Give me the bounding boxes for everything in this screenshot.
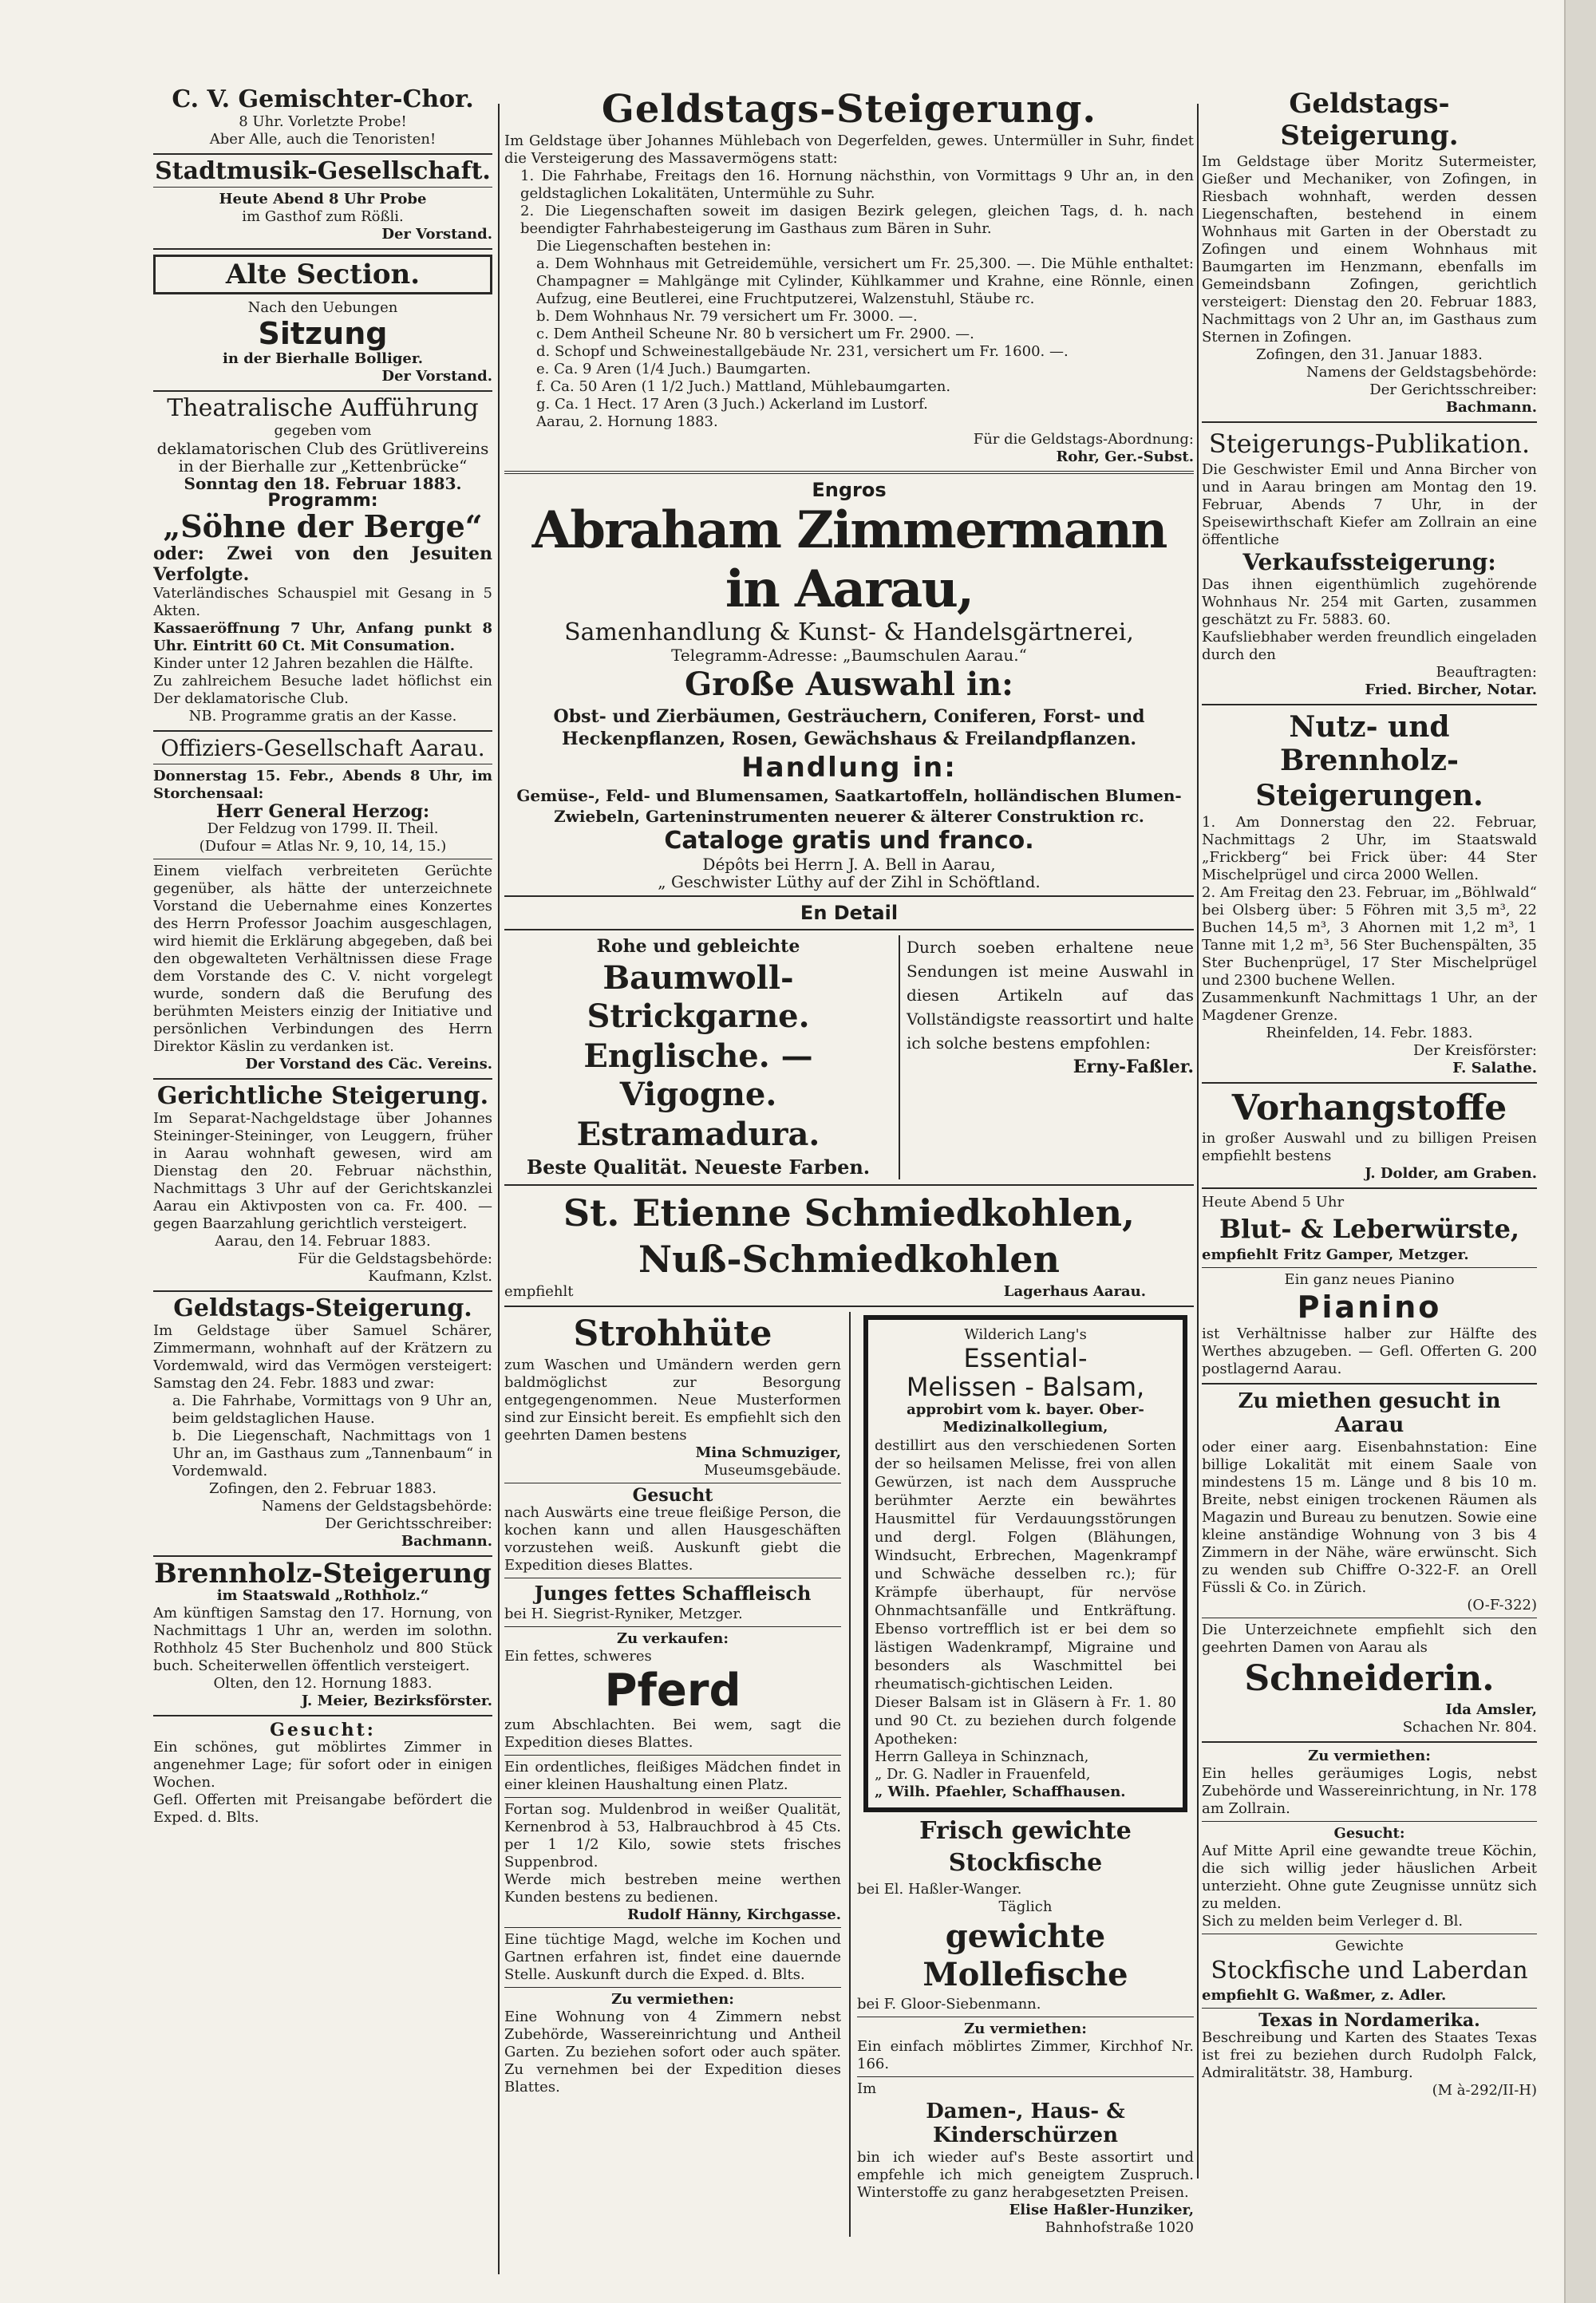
divider xyxy=(153,390,492,392)
stadtmusik-title: Stadtmusik-Gesellschaft. xyxy=(155,157,491,185)
stockfische-title: Frisch gewichte Stockfische xyxy=(919,1817,1132,1877)
alte-section-line: in der Bierhalle Bolliger. xyxy=(223,350,423,367)
zimmermann-handlung: Handlung in: xyxy=(741,752,957,784)
divider xyxy=(1202,1741,1537,1743)
brennholz-title: Brennholz-Steigerung xyxy=(154,1558,492,1590)
alte-section-line: Nach den Uebungen xyxy=(247,299,398,316)
divider xyxy=(849,1312,851,2237)
geldstags-text: Im Geldstage über Moritz Sutermeister, Gießer und Mechaniker, von Zofingen, in Riesbach wohnhaft, werden dessen Liegenschaften, bestehend in einem Wohnhaus mit Garten in der Oberstadt zu Zofingen und einem Wohnhaus mit Baumgarten im Henzmann, ebenfalls im Gemeindsbann Zofingen, gerichtlich versteigert: Dienstag den 20. Februar 1883, Nachmittags von 2 Uhr an, im Gasthaus zum Sternen in Zofingen. xyxy=(1202,153,1537,346)
divider xyxy=(504,895,1194,897)
divider xyxy=(504,1927,841,1928)
theater-line: oder: Zwei von den Jesuiten Verfolgte. xyxy=(153,543,492,585)
schaffleisch-line: bei H. Siegrist-Ryniker, Metzger. xyxy=(504,1606,743,1622)
geldstags-item: a. Die Fahrhabe, Vormittags von 9 Uhr an, beim geldstaglichen Hause. xyxy=(172,1392,492,1427)
geldstags-property: f. Ca. 50 Aren (1 1/2 Juch.) Mattland, Mühlebaumgarten. xyxy=(536,378,951,395)
geldstags-item: 2. Die Liegenschaften soweit im dasigen Bezirk gelegen, gleichen Tags, d. h. nach beendigter Fahrhabesteigerung im Gasthaus zum Bären in Suhr. xyxy=(520,203,1194,237)
vermiethen-text: Ein helles geräumiges Logis, nebst Zubehörde und Wassereinrichtung, in Nr. 178 am Zollrain. xyxy=(1202,1765,1537,1817)
melissen-text: Dieser Balsam ist in Gläsern à Fr. 1. 80 und 90 Ct. zu beziehen durch folgende Apotheken: xyxy=(875,1694,1176,1748)
schneiderin-signature: Schachen Nr. 804. xyxy=(1402,1719,1537,1736)
gerichtliche-title: Gerichtliche Steigerung. xyxy=(156,1082,489,1110)
gesucht-text: Ein schönes, gut möblirtes Zimmer in angenehmer Lage; für sofort oder in einigen Wochen. xyxy=(153,1739,492,1791)
geldstags-date: Zofingen, den 2. Februar 1883. xyxy=(208,1480,437,1497)
divider xyxy=(504,1755,841,1756)
detail-label: En Detail xyxy=(800,902,899,924)
vorhangstoffe-text: in großer Auswahl und zu billigen Preisen empfiehlt bestens xyxy=(1202,1130,1537,1164)
offiziers-signature: Der Vorstand des Cäc. Vereins. xyxy=(245,1056,492,1072)
theater-line: NB. Programme gratis an der Kasse. xyxy=(188,708,457,725)
texas-title: Texas in Nordamerika. xyxy=(1258,2010,1480,2031)
baumwolle-title: Estramadura. xyxy=(576,1116,820,1153)
blutwurst-line: Heute Abend 5 Uhr xyxy=(1202,1194,1345,1211)
theater-line: Kassaeröffnung 7 Uhr, Anfang punkt 8 Uhr. Eintritt 60 Ct. Mit Consumation. xyxy=(153,620,492,654)
stockfische-signature: bei El. Haßler-Wanger. xyxy=(857,1881,1022,1898)
baumwolle-title: Englische. — Vigogne. xyxy=(583,1037,813,1113)
zimmermann-subtitle: Samenhandlung & Kunst- & Handelsgärtnerei, xyxy=(564,618,1134,646)
zimmermann-catalog: Cataloge gratis und franco. xyxy=(664,827,1034,855)
vorhangstoffe-signature: J. Dolder, am Graben. xyxy=(1365,1165,1537,1182)
geldstags-signature: Der Gerichtsschreiber: xyxy=(325,1515,492,1532)
texas-code: (M à-292/II-H) xyxy=(1432,2082,1537,2099)
divider xyxy=(1202,1082,1537,1084)
melissen-line: Wilderich Lang's xyxy=(964,1326,1087,1343)
theater-line: deklamatorischen Club des Grütlivereins xyxy=(156,439,489,458)
steigerungs-text: Das ihnen eigenthümlich zugehörende Wohnhaus Nr. 254 mit Garten, zusammen geschätzt zu Fr. 5883. 60. xyxy=(1202,576,1537,628)
brennholz-text: Am künftigen Samstag den 17. Hornung, von Nachmittags 1 Uhr an, werden im solothn. Rothholz 45 Ster Buchenholz und 800 Stück buch. Scheiterwellen öffentlich versteigert. xyxy=(153,1605,492,1674)
schneiderin-title: Schneiderin. xyxy=(1244,1658,1495,1699)
offiziers-title: Offiziers-Gesellschaft Aarau. xyxy=(160,735,485,761)
brennholz-signature: J. Meier, Bezirksförster. xyxy=(301,1693,492,1709)
vermiethen-title: Zu vermiethen: xyxy=(1308,1748,1431,1764)
gesucht-text: nach Auswärts eine treue fleißige Person, die kochen kann und allen Hausgeschäften vorzustehen weiß. Auskunft giebt die Expedition dieses Blattes. xyxy=(504,1504,841,1574)
melissen-line: approbirt vom k. bayer. Ober-Medizinalkollegium, xyxy=(907,1401,1144,1436)
zimmermann-auswahl: Große Auswahl in: xyxy=(685,666,1013,703)
column-right xyxy=(1202,86,1537,2279)
middle-lower xyxy=(504,1312,1194,2237)
gerichtliche-signature: Kaufmann, Kzlst. xyxy=(368,1268,492,1285)
theater-line: in der Bierhalle zur „Kettenbrücke“ xyxy=(178,456,468,476)
baumwolle-line: Beste Qualität. Neueste Farben. xyxy=(526,1155,871,1179)
stadtmusik-line: im Gasthof zum Rößli. xyxy=(242,208,404,225)
steigerungs-signature: Beauftragten: xyxy=(1436,664,1537,681)
divider xyxy=(504,1626,841,1627)
schmiedkohlen-title: St. Etienne Schmiedkohlen, xyxy=(563,1191,1136,1234)
divider xyxy=(857,2076,1194,2077)
theater-program-label: Programm: xyxy=(267,491,378,511)
geldstags-property: e. Ca. 9 Aren (1/4 Juch.) Baumgarten. xyxy=(536,361,812,377)
steigerungs-text: Die Geschwister Emil und Anna Bircher von und in Aarau bringen am Montag den 19. Februar, Abends 7 Uhr, in der Speisewirthschaft Kiefer am Zollrain an eine öffentliche xyxy=(1202,461,1537,548)
laberdan-signature: empfiehlt G. Waßmer, z. Adler. xyxy=(1202,1987,1447,2004)
steigerungs-title: Steigerungs-Publikation. xyxy=(1208,429,1531,459)
column-rule-2 xyxy=(1197,104,1199,2179)
gesucht-title: Gesucht xyxy=(632,1485,713,1506)
vermiethen-title: Zu vermiethen: xyxy=(964,2021,1087,2037)
alte-section-box: Alte Section. xyxy=(153,255,492,294)
geldstags-date: Aarau, 2. Hornung 1883. xyxy=(536,413,718,430)
divider xyxy=(504,929,1194,930)
geldstags-item: b. Die Liegenschaft, Nachmittags von 1 Uhr an, im Gasthaus zum „Tannenbaum“ in Vordemwald. xyxy=(172,1428,492,1479)
strohhuete-title: Strohhüte xyxy=(573,1313,772,1354)
divider xyxy=(1202,1821,1537,1822)
magd-text: Eine tüchtige Magd, welche im Kochen und Gartnen erfahren ist, findet eine dauernde Stelle. Auskunft durch die Exped. d. Blts. xyxy=(504,1931,841,1983)
zimmermann-line: Gemüse-, Feld- und Blumensamen, Saatkartoffeln, holländischen Blumen-Zwiebeln, Garteninstrumenten neuerer & älterer Construktion rc. xyxy=(516,786,1182,826)
stadtmusik-line: Heute Abend 8 Uhr Probe xyxy=(219,191,427,207)
baumwolle-text: Durch soeben erhaltene neue Sendungen ist meine Auswahl in diesen Artikeln auf das Vollständigste reassortirt und halte ich solche bestens empfohlen: xyxy=(907,938,1194,1053)
laberdan-title: Stockfische und Laberdan xyxy=(1211,1957,1528,1985)
nutzholz-item: 1. Am Donnerstag den 22. Februar, Nachmittags 2 Uhr, im Staatswald „Frickberg“ bei Frick über: 44 Ster Mischelprügel und circa 2000 Wellen. xyxy=(1202,814,1537,883)
theater-line: gegeben vom xyxy=(274,422,372,439)
miethen-title: Zu miethen gesucht in Aarau xyxy=(1238,1389,1501,1437)
geldstags-property: d. Schopf und Schweinestallgebäude Nr. 231, versichert um Fr. 1600. —. xyxy=(536,343,1069,360)
column-middle xyxy=(504,86,1194,2279)
melissen-title: Essential- xyxy=(963,1343,1088,1373)
mollefische-signature: bei F. Gloor-Siebenmann. xyxy=(857,1996,1041,2013)
column-left xyxy=(153,86,492,2279)
steigerungs-verkauf: Verkaufssteigerung: xyxy=(1242,549,1496,575)
gesucht-title: Gesucht: xyxy=(270,1720,376,1740)
offiziers-line: Der Feldzug von 1799. II. Theil. xyxy=(207,820,439,837)
nutzholz-title: Steigerungen. xyxy=(1255,779,1483,812)
offiziers-speaker: Herr General Herzog: xyxy=(215,801,430,822)
alte-section-signature: Der Vorstand. xyxy=(381,368,492,385)
divider xyxy=(1202,421,1537,423)
melissen-text: destillirt aus den verschiedenen Sorten der so heilsamen Melisse, frei von allen Gewürzen, ist nach dem Ausspruche berühmter Aerzte ein bewährtes Hausmittel für Verdauungsstörungen und dergl. Folgen (Blähungen, Windsucht, Erbrechen, Magenkrampf und Schwäche desselben rc.); für Krämpfe überhaupt, für nervöse Ohnmachtsanfälle und Entkräftung. Ebenso vortrefflich ist er bei dem so lästigen Wadenkrampf, Migraine und besonders als Waschmittel bei rheumatisch-gichtischen Leiden. xyxy=(875,1437,1176,1693)
engros-label: Engros xyxy=(812,479,887,501)
divider xyxy=(899,935,900,1179)
baumwolle-title: Baumwoll-Strickgarne. xyxy=(587,959,810,1035)
gesucht-text: Gefl. Offerten mit Preisangabe befördert die Exped. d. Blts. xyxy=(153,1791,492,1826)
cv-title: C. V. Gemischter-Chor. xyxy=(172,86,474,113)
schuerzen-title: Damen-, Haus- & Kinderschürzen xyxy=(926,2100,1125,2147)
geldstags-title: Geldstags-Steigerung. xyxy=(1280,88,1459,152)
verkaufen-line: Ein fettes, schweres xyxy=(504,1648,652,1665)
melissen-balsam-ad xyxy=(863,1315,1187,1812)
nutzholz-signature: F. Salathe. xyxy=(1452,1060,1537,1076)
gesucht-text: Sich zu melden beim Verleger d. Bl. xyxy=(1202,1913,1464,1930)
geldstags-signature: Der Gerichtsschreiber: xyxy=(1369,381,1537,398)
geldstags-item: 1. Die Fahrhabe, Freitags den 16. Hornung nächsthin, von Vormittags 9 Uhr an, in den geldstaglichen Lokalitäten, Untermühle zu Suhr. xyxy=(520,168,1194,202)
strohhuete-signature: Museumsgebäude. xyxy=(704,1462,841,1479)
muldenbrod-text: Fortan sog. Muldenbrod in weißer Qualität, Kernenbrod à 53, Halbrauchbrod à 45 Cts. per 1 1/2 Kilo, sowie stets frisches Suppenbrod. xyxy=(504,1801,841,1870)
melissen-pharmacy: „ Wilh. Pfaehler, Schaffhausen. xyxy=(875,1784,1126,1800)
gesucht-title: Gesucht: xyxy=(1333,1825,1405,1842)
zimmermann-depot: Dépôts bei Herrn J. A. Bell in Aarau, xyxy=(702,855,996,874)
theater-line: Kinder unter 12 Jahren bezahlen die Hälfte. xyxy=(153,655,474,672)
schmiedkohlen-empfiehlt: empfiehlt xyxy=(504,1283,574,1300)
geldstags-item: Die Liegenschaften bestehen in: xyxy=(536,238,772,255)
schmiedkohlen-title: Nuß-Schmiedkohlen xyxy=(638,1238,1060,1281)
miethen-text: oder einer aarg. Eisenbahnstation: Eine billige Lokalität mit einem Saale von mindestens 15 m. Länge und 8 bis 10 m. Breite, nebst einigen trockenen Räumen als Magazin und Bureau zu benutzen. Sowie eine kleine anständige Wohnung von 3 bis 4 Zimmern in der Nähe, wäre erwünscht. Sich zu wenden sub Chiffre O-322-F. an Orell Füssli & Co. in Zürich. xyxy=(1202,1439,1537,1596)
divider xyxy=(1202,1187,1537,1189)
theater-play-title: „Söhne der Berge“ xyxy=(163,508,483,544)
offiziers-line: Donnerstag 15. Febr., Abends 8 Uhr, im Storchensaal: xyxy=(153,768,492,802)
baumwolle-signature: Erny-Faßler. xyxy=(1073,1057,1194,1077)
brennholz-date: Olten, den 12. Hornung 1883. xyxy=(213,1675,433,1692)
divider xyxy=(504,1184,1194,1186)
cv-line: 8 Uhr. Vorletzte Probe! xyxy=(239,113,407,130)
schmiedkohlen-footer xyxy=(504,1283,1194,1301)
taeglich-label: Täglich xyxy=(998,1898,1053,1915)
divider xyxy=(1202,704,1537,705)
gerichtliche-date: Aarau, den 14. Februar 1883. xyxy=(215,1233,431,1250)
mollefische-title: gewichte Mollefische xyxy=(922,1918,1128,1993)
divider xyxy=(504,1306,1194,1307)
maedchen-text: Ein ordentliches, fleißiges Mädchen findet in einer kleinen Haushaltung einen Platz. xyxy=(504,1759,841,1793)
vermiethen-text: Ein einfach möblirtes Zimmer, Kirchhof Nr. 166. xyxy=(857,2038,1194,2072)
melissen-pharmacy: Herrn Galleya in Schinznach, xyxy=(875,1748,1089,1765)
divider xyxy=(1202,1383,1537,1385)
geldstags-text: Im Geldstage über Samuel Schärer, Zimmermann, wohnhaft auf der Krätzern zu Vordemwald, wird das Vermögen versteigert: Samstag den 24. Febr. 1883 und zwar: xyxy=(153,1322,492,1392)
baumwolle-line: Rohe und gebleichte xyxy=(596,936,800,957)
geldstags-signature: Für die Geldstags-Abordnung: xyxy=(973,431,1194,448)
divider xyxy=(504,471,1194,474)
pferd-heading: Pferd xyxy=(604,1665,741,1716)
zimmermann-title: Abraham Zimmermann in Aarau, xyxy=(531,500,1167,619)
divider xyxy=(153,1555,492,1557)
pianino-heading: Pianino xyxy=(1297,1290,1442,1325)
gerichtliche-text: Im Separat-Nachgeldstage über Johannes Steininger-Steininger, von Leuggern, früher in Aarau wohnhaft gewesen, wird am Dienstag den 20. Februar nächsthin, Nachmittags 3 Uhr auf der Gerichtskanzlei Aarau ein Aktivposten von ca. Fr. 400. — gegen Baarzahlung gerichtlich versteigert. xyxy=(153,1110,492,1232)
divider xyxy=(153,1078,492,1080)
zimmermann-telegram: Telegramm-Adresse: „Baumschulen Aarau.“ xyxy=(671,646,1027,665)
brennholz-subtitle: im Staatswald „Rothholz.“ xyxy=(216,1587,429,1604)
geldstags-signature: Bachmann. xyxy=(1445,399,1537,416)
blutwurst-signature: empfiehlt Fritz Gamper, Metzger. xyxy=(1202,1246,1469,1263)
muldenbrod-signature: Rudolf Hänny, Kirchgasse. xyxy=(627,1906,841,1923)
divider xyxy=(153,187,492,188)
geldstags-property: c. Dem Antheil Scheune Nr. 80 b versichert um Fr. 2900. —. xyxy=(536,326,974,342)
strohhuete-signature: Mina Schmuziger, xyxy=(695,1444,841,1461)
gewichte-label: Gewichte xyxy=(1335,1938,1404,1954)
im-label: Im xyxy=(857,2080,877,2097)
zimmermann-line: Obst- und Zierbäumen, Gesträuchern, Coniferen, Forst- und Heckenpflanzen, Rosen, Gewächshaus & Freilandpflanzen. xyxy=(553,706,1145,749)
vermiethen-text: Eine Wohnung von 4 Zimmern nebst Zubehörde, Wassereinrichtung und Antheil Garten. Zu beziehen sofort oder auch später. Zu vernehmen bei der Expedition dieses Blattes. xyxy=(504,2009,841,2096)
divider xyxy=(153,153,492,155)
divider xyxy=(153,1715,492,1716)
steigerungs-text: Kaufsliebhaber werden freundlich eingeladen durch den xyxy=(1202,629,1537,663)
schuerzen-signature: Elise Haßler-Hunziker, xyxy=(1009,2202,1194,2218)
offiziers-line: (Dufour = Atlas Nr. 9, 10, 14, 15.) xyxy=(199,838,447,855)
gesucht-text: Auf Mitte April eine gewandte treue Köchin, die sich willig jeder häuslichen Arbeit unterzieht. Ohne gute Zeugnisse unnütz sich zu melden. xyxy=(1202,1843,1537,1912)
divider xyxy=(153,1290,492,1292)
schneiderin-signature: Ida Amsler, xyxy=(1445,1701,1537,1718)
nutzholz-item: Zusammenkunft Nachmittags 1 Uhr, an der Magdener Grenze. xyxy=(1202,990,1537,1024)
gerichtliche-signature: Für die Geldstagsbehörde: xyxy=(298,1250,492,1267)
schneiderin-text: Die Unterzeichnete empfiehlt sich den geehrten Damen von Aarau als xyxy=(1202,1622,1537,1656)
nutzholz-date: Rheinfelden, 14. Febr. 1883. xyxy=(1266,1025,1473,1041)
blutwurst-title: Blut- & Leberwürste, xyxy=(1219,1214,1520,1244)
baumwolle-ad xyxy=(504,935,1194,1179)
geldstags-signature: Rohr, Ger.-Subst. xyxy=(1056,448,1194,465)
pianino-line: Ein ganz neues Pianino xyxy=(1284,1271,1455,1288)
theater-line: Vaterländisches Schauspiel mit Gesang in 5 Akten. xyxy=(153,585,492,619)
geldstags-signature: Bachmann. xyxy=(401,1533,492,1550)
geldstags-intro: Im Geldstage über Johannes Mühlebach von Degerfelden, gewes. Untermüller in Suhr, findet die Versteigerung des Massavermögens statt: xyxy=(504,132,1194,167)
column-rule-1 xyxy=(498,104,500,2274)
offiziers-text: Einem vielfach verbreiteten Gerüchte gegenüber, als hätte der unterzeichnete Vorstand die Uebernahme eines Konzertes des Herrn Professor Joachim ausgeschlagen, wird hiemit die Erklärung abgegeben, daß bei den obgewalteten Verhältnissen diese Frage dem Vorstande des C. V. nicht vorgelegt wurde, sondern daß die Berufung des berühmten Meisters einzig der Initiative und persönlichen Verbindungen des Herrn Direktor Käslin zu verdanken ist. xyxy=(153,863,492,1055)
geldstags-property: b. Dem Wohnhaus Nr. 79 versichert um Fr. 3000. —. xyxy=(536,308,918,325)
vermiethen-title: Zu vermiethen: xyxy=(611,1991,734,2008)
schuerzen-signature: Bahnhofstraße 1020 xyxy=(1045,2219,1194,2236)
stadtmusik-signature: Der Vorstand. xyxy=(381,226,492,243)
geldstags-title: Geldstags-Steigerung. xyxy=(173,1294,472,1322)
geldstags-property: g. Ca. 1 Hect. 17 Aren (3 Juch.) Ackerland im Lustorf. xyxy=(536,396,928,413)
verkaufen-text: zum Abschlachten. Bei wem, sagt die Expedition dieses Blattes. xyxy=(504,1716,841,1751)
schaffleisch-title: Junges fettes Schaffleisch xyxy=(534,1582,812,1605)
divider xyxy=(504,1797,841,1798)
geldstags-signature: Namens der Geldstagsbehörde: xyxy=(1306,364,1537,381)
muldenbrod-text: Werde mich bestreben meine werthen Kunden bestens zu bedienen. xyxy=(504,1871,841,1906)
divider xyxy=(504,1987,841,1988)
steigerungs-signature: Fried. Bircher, Notar. xyxy=(1365,681,1537,698)
miethen-code: (O-F-322) xyxy=(1467,1597,1537,1614)
schmiedkohlen-signature: Lagerhaus Aarau. xyxy=(1003,1283,1146,1300)
melissen-title: Melissen - Balsam, xyxy=(906,1372,1145,1402)
texas-text: Beschreibung und Karten des Staates Texas ist frei zu beziehen durch Rudolph Falck, Admiralitätstr. 38, Hamburg. xyxy=(1202,2029,1537,2081)
melissen-pharmacy: „ Dr. G. Nadler in Frauenfeld, xyxy=(875,1766,1091,1783)
cv-line: Aber Alle, auch die Tenoristen! xyxy=(209,131,437,148)
vorhangstoffe-title: Vorhangstoffe xyxy=(1231,1088,1507,1128)
page-edge xyxy=(1564,0,1596,2303)
geldstags-property: a. Dem Wohnhaus mit Getreidemühle, versichert um Fr. 25,300. —. Die Mühle enthaltet: Champagner = Mahlgänge mit Cylinder, Kühlkammer und Krahne, eine Rönnle, einen Aufzug, eine Beutlerei, eine Fruchtputzerei, Walzenstuhl, Stäube rc. xyxy=(536,255,1194,307)
divider xyxy=(1202,1267,1537,1268)
geldstags-signature: Namens der Geldstagsbehörde: xyxy=(262,1498,492,1515)
schuerzen-text: bin ich wieder auf's Beste assortirt und empfehle ich mich geneigtem Zuspruch. Winterstoffe zu ganz herabgesetzten Preisen. xyxy=(857,2149,1194,2201)
nutzholz-title: Nutz- und Brennholz- xyxy=(1280,710,1459,777)
pianino-text: ist Verhältnisse halber zur Hälfte des Werthes abzugeben. — Gefl. Offerten G. 200 postlagernd Aarau. xyxy=(1202,1325,1537,1377)
divider xyxy=(153,730,492,732)
nutzholz-item: 2. Am Freitag den 23. Februar, im „Böhlwald“ bei Olsberg über: 5 Föhren mit 3,5 m³, 22 Buchen 14,5 m³, 3 Ahornen mit 1,2 m³, 1 Tanne mit 1,2 m³, 56 Ster Buchenspälten, 35 Ster Buchenprügel, 17 Ster Mischelprügel und 2300 buchene Wellen. xyxy=(1202,884,1537,989)
theater-date: Sonntag den 18. Februar 1883. xyxy=(184,474,462,493)
divider xyxy=(153,248,492,250)
geldstags-date: Zofingen, den 31. Januar 1883. xyxy=(1256,346,1483,363)
strohhuete-text: zum Waschen und Umändern werden gern baldmöglichst zur Besorgung entgegengenommen. Neue Musterformen sind zur Einsicht bereit. Es empfiehlt sich den geehrten Damen bestens xyxy=(504,1357,841,1444)
alte-section-sitzung: Sitzung xyxy=(258,316,388,351)
nutzholz-signature: Der Kreisförster: xyxy=(1412,1042,1537,1059)
theater-title: Theatralische Aufführung xyxy=(167,394,479,422)
geldstags-main-title: Geldstags-Steigerung. xyxy=(601,87,1097,132)
theater-line: Zu zahlreichem Besuche ladet höflichst ein Der deklamatorische Club. xyxy=(153,673,492,707)
zimmermann-depot: „ Geschwister Lüthy auf der Zihl in Schöftland. xyxy=(658,872,1041,891)
verkaufen-title: Zu verkaufen: xyxy=(616,1630,729,1647)
divider xyxy=(1202,2008,1537,2009)
